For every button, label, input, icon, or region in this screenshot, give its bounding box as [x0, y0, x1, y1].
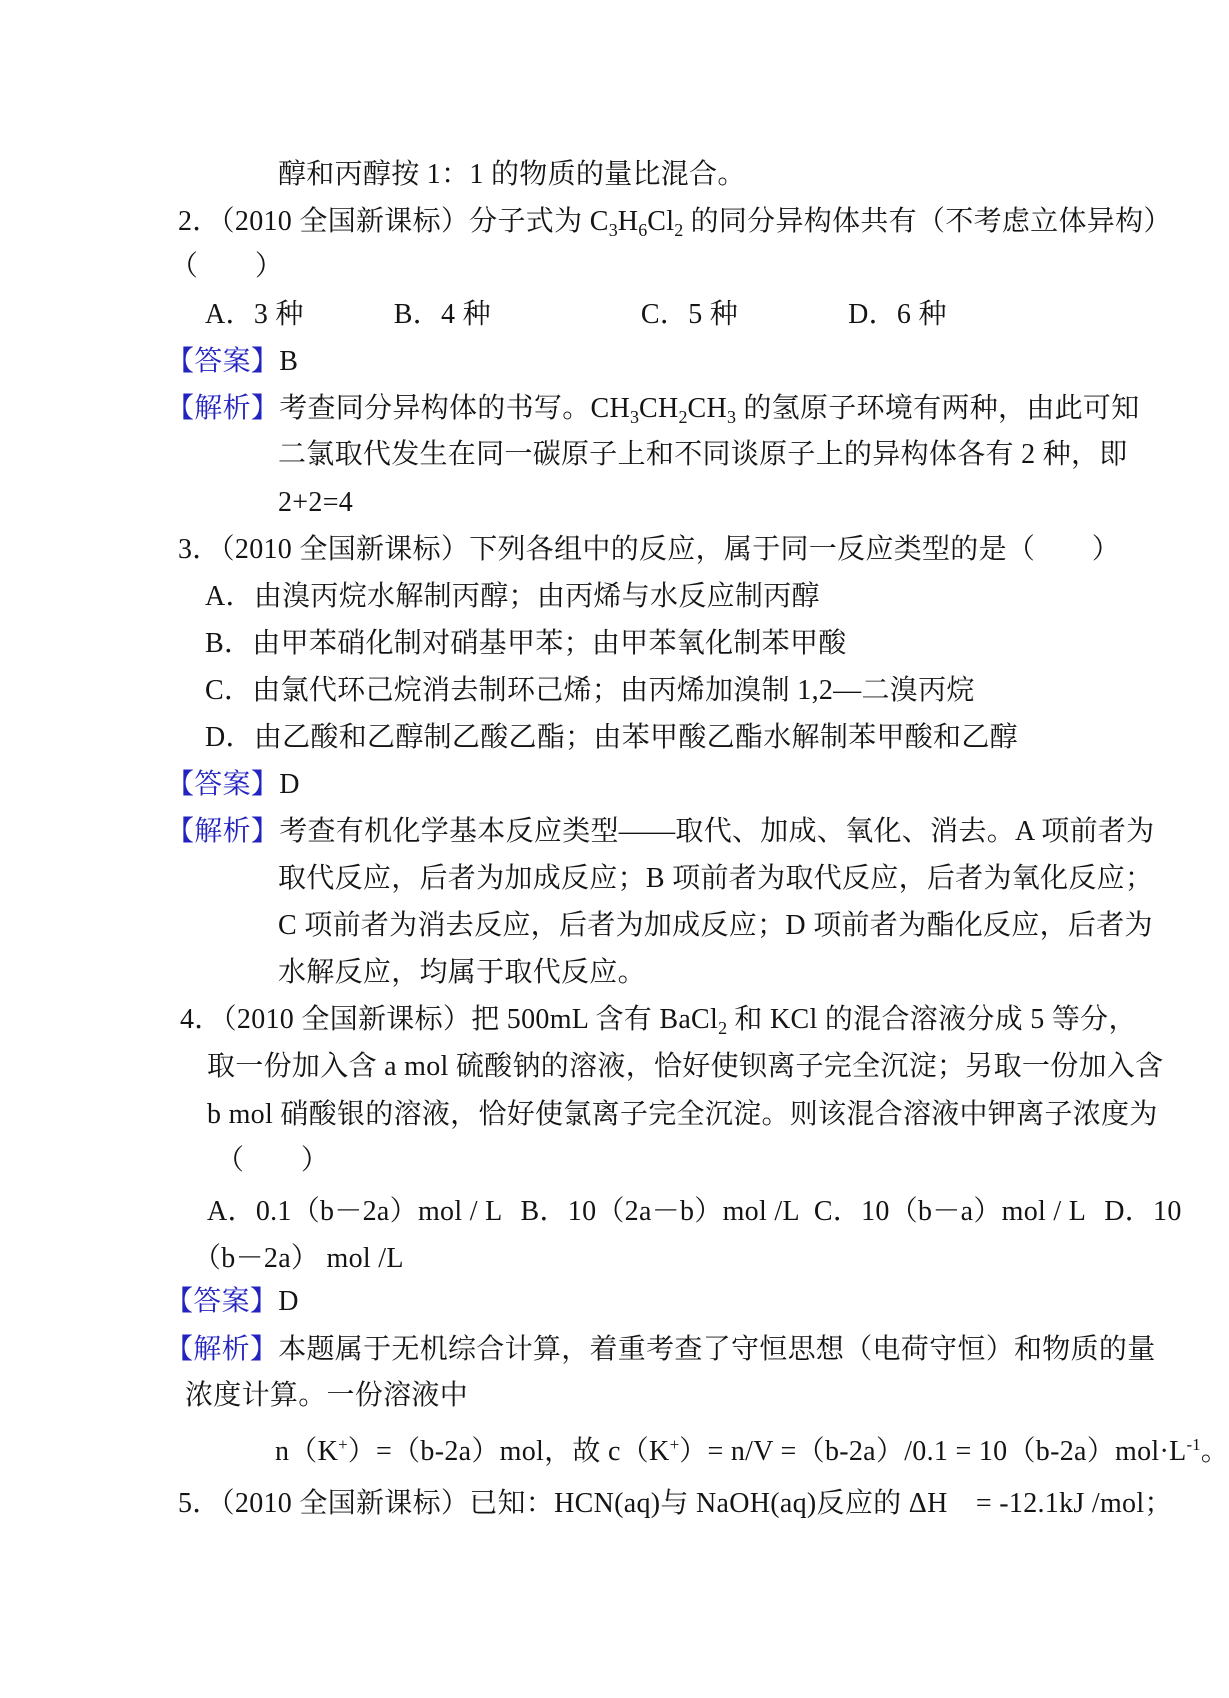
text-segment: 3．（2010 全国新课标）下列各组中的反应，属于同一反应类型的是（ ） — [178, 534, 1121, 565]
text-segment: 本题属于无机综合计算，着重考查了守恒思想（电荷守恒）和物质的量 — [278, 1334, 1156, 1365]
text-segment: （ ） — [216, 1145, 330, 1176]
text-segment: ）= n/V =（b-2a）/0.1 = 10（b-2a）mol·L — [679, 1436, 1187, 1467]
text-segment: 2 — [678, 407, 688, 427]
option-c: C．10（b－a）mol / L — [813, 1196, 1087, 1227]
text-segment: （b－2a） mol /L — [193, 1243, 404, 1274]
question-4-answer — [165, 1285, 299, 1319]
text-segment: 2 — [718, 1018, 728, 1038]
question-4-paren — [216, 1144, 329, 1178]
question-4-stem-3 — [207, 1098, 1158, 1132]
answer-label: 【答案】 — [166, 769, 280, 800]
option-a: A．3 种 — [205, 299, 304, 330]
answer-label: 【答案】 — [165, 1286, 279, 1317]
text-segment: Cl — [647, 206, 675, 237]
question-2-options — [205, 298, 947, 332]
text-segment: B．由甲苯硝化制对硝基甲苯；由甲苯氧化制苯甲酸 — [205, 628, 847, 659]
question-3-analysis-1 — [166, 815, 1154, 849]
question-3-option-c — [205, 674, 975, 708]
text-segment: 5．（2010 全国新课标）已知：HCN(aq)与 NaOH(aq)反应的 ΔH = -12.1kJ /mol； — [178, 1488, 1173, 1519]
question-2-paren — [170, 250, 283, 284]
text-segment: 3 — [727, 407, 737, 427]
text-segment: 的同分异构体共有（不考虑立体异构） — [683, 206, 1172, 237]
text-segment: CH — [687, 393, 728, 424]
text-segment: 。 — [1200, 1436, 1229, 1467]
question-3-stem — [178, 533, 1120, 567]
text-segment: + — [338, 1435, 348, 1454]
text-segment: （ ） — [170, 251, 284, 282]
question-4-stem-2 — [207, 1050, 1163, 1084]
question-2-answer — [166, 345, 298, 379]
answer-value: D — [278, 1286, 299, 1317]
option-d: D．10 — [1104, 1196, 1182, 1227]
text-segment: n（K — [275, 1436, 339, 1467]
text-segment: 取一份加入含 a mol 硫酸钠的溶液，恰好使钡离子完全沉淀；另取一份加入含 — [207, 1051, 1164, 1082]
analysis-label: 【解析】 — [166, 393, 280, 424]
text-segment: + — [669, 1435, 680, 1454]
question-4-analysis-1 — [165, 1333, 1156, 1367]
text-segment: 考查同分异构体的书写。CH — [279, 393, 631, 424]
text-segment: C．由氯代环己烷消去制环己烯；由丙烯加溴制 1,2—二溴丙烷 — [205, 675, 975, 706]
text-segment: 二氯取代发生在同一碳原子上和不同谈原子上的异构体各有 2 种，即 — [278, 439, 1128, 470]
text-segment: 考查有机化学基本反应类型——取代、加成、氧化、消去。A 项前者为 — [279, 816, 1155, 847]
question-2-analysis-1 — [166, 392, 1140, 434]
text-segment: 浓度计算。一份溶液中 — [185, 1380, 469, 1411]
question-5-stem — [178, 1487, 1173, 1521]
option-d: D．6 种 — [848, 299, 947, 330]
question-3-option-b — [205, 627, 847, 661]
question-4-stem-1 — [180, 1003, 1137, 1045]
text-segment: 3 — [630, 407, 640, 427]
text-segment: b mol 硝酸银的溶液，恰好使氯离子完全沉淀。则该混合溶液中钾离子浓度为 — [207, 1099, 1158, 1130]
text-segment: -1 — [1186, 1435, 1201, 1454]
text-segment: A．由溴丙烷水解制丙醇；由丙烯与水反应制丙醇 — [205, 581, 820, 612]
question-3-answer — [166, 768, 300, 802]
question-4-analysis-3 — [275, 1428, 1229, 1469]
text-segment: 和 KCl 的混合溶液分成 5 等分， — [727, 1004, 1137, 1035]
question-4-analysis-2 — [185, 1379, 468, 1413]
text-segment: 的氢原子环境有两种，由此可知 — [736, 393, 1140, 424]
text-segment: 2 — [674, 220, 684, 240]
text-segment: D．由乙酸和乙醇制乙酸乙酯；由苯甲酸乙酯水解制苯甲酸和乙醇 — [205, 722, 1018, 753]
analysis-label: 【解析】 — [166, 816, 280, 847]
answer-label: 【答案】 — [166, 346, 280, 377]
option-b: B．10（2a－b）mol /L — [520, 1196, 800, 1227]
question-2-analysis-2 — [278, 438, 1128, 472]
analysis-label: 【解析】 — [165, 1334, 279, 1365]
text-segment: 6 — [638, 220, 648, 240]
question-2-stem — [178, 205, 1172, 247]
text-segment: C 项前者为消去反应，后者为加成反应；D 项前者为酯化反应，后者为 — [278, 910, 1153, 941]
answer-value: B — [279, 346, 299, 377]
option-c: C．5 种 — [640, 299, 739, 330]
text-segment: H — [617, 206, 639, 237]
text-segment: 醇和丙醇按 1：1 的物质的量比混合。 — [278, 159, 746, 190]
intro-line — [278, 158, 746, 192]
question-3-option-d — [205, 721, 1018, 755]
question-4-option-d-cont — [193, 1242, 404, 1276]
question-3-option-a — [205, 580, 820, 614]
answer-value: D — [279, 769, 300, 800]
text-segment: 水解反应，均属于取代反应。 — [278, 957, 646, 988]
text-segment: 4．（2010 全国新课标）把 500mL 含有 BaCl — [180, 1004, 719, 1035]
option-b: B．4 种 — [393, 299, 491, 330]
question-3-analysis-3 — [278, 909, 1153, 943]
question-3-analysis-2 — [278, 862, 1153, 896]
text-segment: 2．（2010 全国新课标）分子式为 C — [178, 206, 609, 237]
text-segment: 3 — [608, 220, 618, 240]
text-segment: CH — [639, 393, 679, 424]
text-segment: 2+2=4 — [278, 487, 354, 518]
question-3-analysis-4 — [278, 956, 646, 990]
text-segment: 取代反应，后者为加成反应；B 项前者为取代反应，后者为氧化反应； — [278, 863, 1154, 894]
question-2-analysis-3 — [278, 486, 353, 520]
text-segment: ）=（b-2a）mol，故 c（K — [347, 1436, 670, 1467]
question-4-options — [207, 1195, 1182, 1229]
option-a: A．0.1（b－2a）mol / L — [207, 1196, 503, 1227]
